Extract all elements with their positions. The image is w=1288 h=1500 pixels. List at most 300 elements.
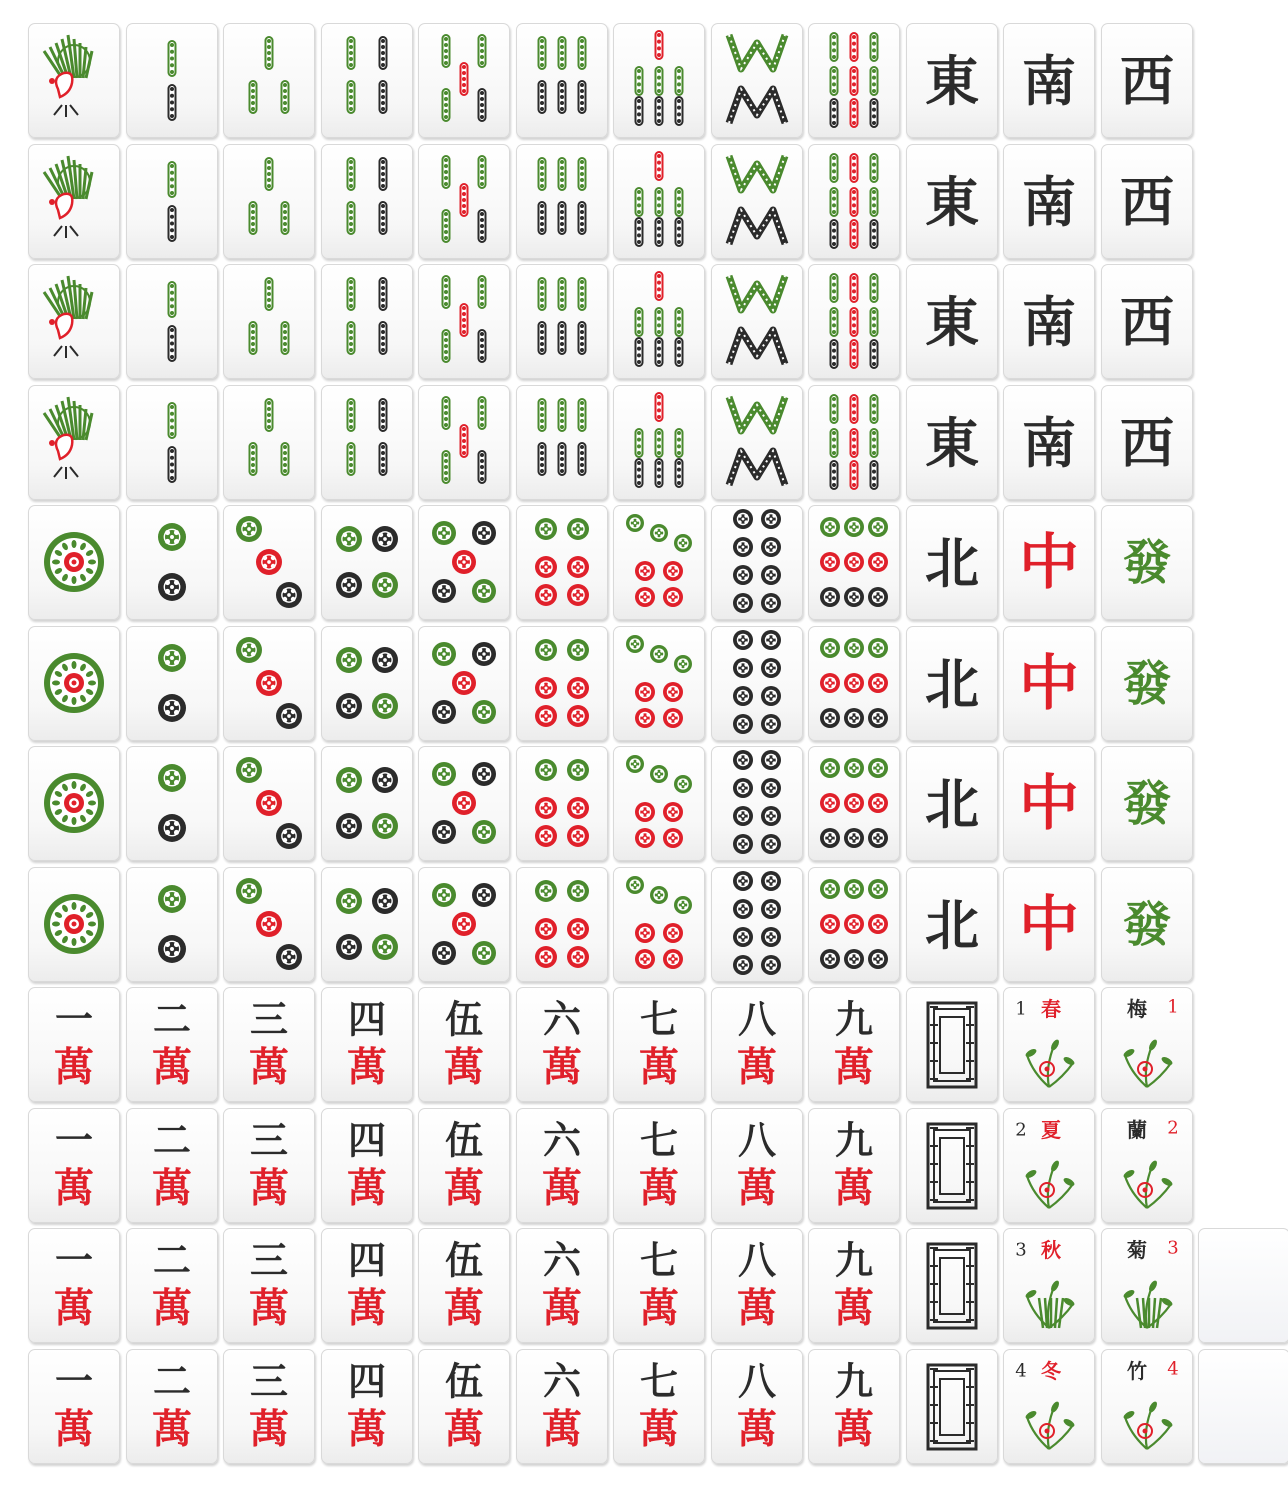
- tile-crak-5[interactable]: [418, 1228, 510, 1343]
- circle-dot: [663, 828, 683, 848]
- circle-dot: [733, 714, 753, 734]
- tile-crak-4[interactable]: [321, 1108, 413, 1223]
- bamboo-stick: [443, 156, 450, 188]
- tile-bam-6[interactable]: [516, 144, 608, 259]
- crak-numeral: 四: [347, 996, 386, 1042]
- bamboo-stick: [831, 220, 838, 248]
- tile-red[interactable]: [1003, 505, 1095, 620]
- tile-dot-1[interactable]: [28, 626, 120, 741]
- circle-dot: [733, 834, 753, 854]
- tile-north[interactable]: [906, 867, 998, 982]
- bamboo-w-pattern: [729, 276, 785, 364]
- circle-dot: [336, 813, 362, 839]
- crak-numeral: 七: [639, 1237, 679, 1283]
- circle-dot: [626, 876, 644, 894]
- tile-dot-3[interactable]: [223, 867, 315, 982]
- tile-crak-1[interactable]: [28, 1108, 120, 1223]
- circle-dot: [674, 534, 692, 552]
- tile-crak-6[interactable]: [516, 1228, 608, 1343]
- tile-bam-4[interactable]: [321, 144, 413, 259]
- tile-crak-4[interactable]: [321, 1349, 413, 1464]
- bamboo-stick: [558, 443, 565, 475]
- tile-crak-1[interactable]: [28, 1228, 120, 1343]
- tile-bam-3[interactable]: [223, 144, 315, 259]
- tile-dot-3[interactable]: [223, 746, 315, 861]
- bamboo-stick: [266, 37, 273, 69]
- tile-north[interactable]: [906, 505, 998, 620]
- tile-blank[interactable]: [1198, 1228, 1288, 1343]
- tile-bam-8[interactable]: [711, 264, 803, 379]
- flower-illustration-icon: [1024, 1038, 1075, 1087]
- tile-crak-4[interactable]: [321, 1228, 413, 1343]
- bamboo-stick: [656, 31, 663, 59]
- tile-bam-1[interactable]: [28, 264, 120, 379]
- tile-bam-3[interactable]: [223, 385, 315, 500]
- tile-south[interactable]: [1003, 264, 1095, 379]
- tile-dot-8[interactable]: [711, 505, 803, 620]
- crak-numeral: 九: [834, 1358, 874, 1403]
- tile-season-2[interactable]: [1003, 1108, 1095, 1223]
- tile-dot-2[interactable]: [126, 626, 218, 741]
- tile-crak-7[interactable]: [613, 1349, 705, 1464]
- tile-bam-1[interactable]: [28, 385, 120, 500]
- bamboo-stick: [168, 85, 175, 120]
- tile-bam-5[interactable]: [418, 144, 510, 259]
- circle-dot: [452, 550, 476, 574]
- tile-green[interactable]: [1101, 505, 1193, 620]
- bamboo-stick: [266, 278, 273, 310]
- tile-east[interactable]: [906, 23, 998, 138]
- circle-dot: [567, 584, 589, 606]
- circle-dot: [372, 572, 398, 598]
- tile-dot-2[interactable]: [126, 746, 218, 861]
- tile-dot-5[interactable]: [418, 626, 510, 741]
- circle-dot: [472, 762, 496, 786]
- circle-dot: [535, 918, 557, 940]
- circle-dot: [761, 565, 781, 585]
- circle-dot: [336, 572, 362, 598]
- tile-dot-4[interactable]: [321, 746, 413, 861]
- tile-crak-2[interactable]: [126, 987, 218, 1102]
- bamboo-stick: [676, 67, 683, 95]
- tile-white[interactable]: [906, 1108, 998, 1223]
- circle-dot: [761, 714, 781, 734]
- wind-character-east: 東: [924, 410, 979, 475]
- tile-south[interactable]: [1003, 144, 1095, 259]
- circle-dot: [844, 758, 864, 778]
- tile-bam-8[interactable]: [711, 385, 803, 500]
- tile-flower-2[interactable]: [1101, 1108, 1193, 1223]
- tile-crak-9[interactable]: [808, 1228, 900, 1343]
- tile-crak-3[interactable]: [223, 1349, 315, 1464]
- tile-bam-7[interactable]: [613, 264, 705, 379]
- tile-bam-3[interactable]: [223, 23, 315, 138]
- tile-crak-3[interactable]: [223, 987, 315, 1102]
- tile-dot-2[interactable]: [126, 505, 218, 620]
- circle-dot: [761, 658, 781, 678]
- tile-crak-7[interactable]: [613, 1228, 705, 1343]
- tile-bam-6[interactable]: [516, 385, 608, 500]
- tile-dot-4[interactable]: [321, 505, 413, 620]
- tile-crak-5[interactable]: [418, 987, 510, 1102]
- tile-crak-5[interactable]: [418, 1108, 510, 1223]
- bamboo-stick: [676, 188, 683, 216]
- wind-character-north: 北: [924, 651, 979, 716]
- bamboo-stick: [656, 308, 663, 336]
- tile-red[interactable]: [1003, 746, 1095, 861]
- tile-bam-6[interactable]: [516, 23, 608, 138]
- crak-numeral: 六: [542, 1358, 581, 1403]
- circle-dot: [663, 802, 683, 822]
- crak-suit-character: 萬: [834, 1164, 874, 1211]
- bamboo-stick: [266, 399, 273, 431]
- tile-bam-9[interactable]: [808, 385, 900, 500]
- circle-dot: [868, 758, 888, 778]
- crak-suit-character: 萬: [346, 1043, 387, 1091]
- tile-flower-1[interactable]: [1101, 987, 1193, 1102]
- crak-suit-character: 萬: [346, 1164, 387, 1211]
- wind-character-west: 西: [1119, 290, 1174, 354]
- crak-suit-character: 萬: [249, 1043, 289, 1091]
- flower-number: 4: [1166, 1358, 1179, 1379]
- bamboo-stick: [831, 188, 838, 216]
- tile-blank[interactable]: [1198, 1349, 1288, 1464]
- tile-crak-5[interactable]: [418, 1349, 510, 1464]
- tile-white[interactable]: [906, 1349, 998, 1464]
- tile-bam-7[interactable]: [613, 144, 705, 259]
- circle-dot: [663, 708, 683, 728]
- tile-dot-3[interactable]: [223, 626, 315, 741]
- bamboo-stick: [347, 158, 354, 190]
- crak-suit-character: 萬: [834, 1043, 874, 1091]
- tile-season-4[interactable]: [1003, 1349, 1095, 1464]
- tile-bam-8[interactable]: [711, 23, 803, 138]
- tile-bam-1[interactable]: [28, 144, 120, 259]
- circle-dot: [761, 955, 781, 975]
- circle-dot: [868, 708, 888, 728]
- tile-red[interactable]: [1003, 626, 1095, 741]
- tile-crak-8[interactable]: [711, 987, 803, 1102]
- white-dragon-frame: [928, 1244, 976, 1328]
- bamboo-stick: [379, 158, 386, 190]
- peacock-icon: [44, 276, 92, 358]
- bamboo-stick: [461, 63, 468, 95]
- tile-bam-7[interactable]: [613, 23, 705, 138]
- tile-west[interactable]: [1101, 144, 1193, 259]
- tile-dot-7[interactable]: [613, 746, 705, 861]
- tile-flower-4[interactable]: [1101, 1349, 1193, 1464]
- tile-bam-9[interactable]: [808, 264, 900, 379]
- crak-suit-character: 萬: [249, 1405, 289, 1452]
- circle-dot: [733, 509, 753, 529]
- tile-crak-9[interactable]: [808, 1349, 900, 1464]
- tile-east[interactable]: [906, 144, 998, 259]
- tile-east[interactable]: [906, 264, 998, 379]
- crak-numeral: 伍: [444, 1358, 484, 1403]
- bamboo-stick: [479, 35, 486, 67]
- tile-dot-9[interactable]: [808, 626, 900, 741]
- bamboo-stick: [871, 308, 878, 336]
- tile-crak-4[interactable]: [321, 987, 413, 1102]
- tile-dot-1[interactable]: [28, 867, 120, 982]
- one-circle-icon: [44, 653, 104, 713]
- bamboo-stick: [871, 461, 878, 489]
- crak-numeral: 九: [834, 1117, 874, 1162]
- bamboo-stick: [871, 188, 878, 216]
- tile-bam-4[interactable]: [321, 264, 413, 379]
- tile-white[interactable]: [906, 1228, 998, 1343]
- crak-suit-character: 萬: [444, 1043, 484, 1091]
- tile-bam-2[interactable]: [126, 385, 218, 500]
- circle-dot: [432, 521, 456, 545]
- circle-dot: [868, 828, 888, 848]
- tile-north[interactable]: [906, 626, 998, 741]
- bamboo-stick: [282, 443, 289, 475]
- bamboo-stick: [676, 338, 683, 366]
- circle-dot: [372, 813, 398, 839]
- circle-dot: [635, 587, 655, 607]
- tile-crak-7[interactable]: [613, 987, 705, 1102]
- bamboo-stick: [831, 461, 838, 489]
- tile-dot-5[interactable]: [418, 746, 510, 861]
- bamboo-stick: [871, 274, 878, 302]
- circle-dot: [635, 802, 655, 822]
- tile-bam-6[interactable]: [516, 264, 608, 379]
- bamboo-stick: [558, 81, 565, 113]
- tile-east[interactable]: [906, 385, 998, 500]
- bamboo-stick: [676, 429, 683, 457]
- one-circle-icon: [44, 894, 104, 954]
- tile-crak-6[interactable]: [516, 987, 608, 1102]
- tile-bam-8[interactable]: [711, 144, 803, 259]
- white-dragon-frame: [928, 1003, 976, 1087]
- tile-crak-1[interactable]: [28, 1349, 120, 1464]
- crak-suit-character: 萬: [54, 1405, 94, 1452]
- bamboo-stick: [871, 340, 878, 368]
- crak-suit-character: 萬: [541, 1284, 582, 1332]
- tile-crak-3[interactable]: [223, 1228, 315, 1343]
- bamboo-stick: [282, 322, 289, 354]
- bamboo-stick: [636, 97, 643, 125]
- tile-south[interactable]: [1003, 385, 1095, 500]
- flower-illustration-icon: [1122, 1279, 1173, 1328]
- circle-dot: [761, 806, 781, 826]
- tile-crak-1[interactable]: [28, 987, 120, 1102]
- tile-dot-8[interactable]: [711, 746, 803, 861]
- season-name: 夏: [1041, 1117, 1061, 1142]
- bamboo-stick: [831, 395, 838, 423]
- tile-dot-5[interactable]: [418, 867, 510, 982]
- bamboo-stick: [558, 278, 565, 310]
- bamboo-stick: [851, 395, 858, 423]
- bamboo-stick: [443, 89, 450, 121]
- bamboo-stick: [578, 37, 585, 69]
- tile-bam-2[interactable]: [126, 23, 218, 138]
- wind-character-south: 南: [1022, 49, 1076, 113]
- green-dragon-character: 發: [1122, 776, 1171, 832]
- crak-suit-character: 萬: [541, 1405, 582, 1452]
- tile-green[interactable]: [1101, 626, 1193, 741]
- circle-dot: [844, 949, 864, 969]
- circle-dot: [868, 638, 888, 658]
- crak-numeral: 三: [249, 1237, 289, 1283]
- tile-bam-1[interactable]: [28, 23, 120, 138]
- crak-numeral: 八: [737, 1358, 776, 1403]
- tile-dot-6[interactable]: [516, 746, 608, 861]
- tile-dot-9[interactable]: [808, 867, 900, 982]
- crak-numeral: 四: [347, 1237, 386, 1283]
- tile-green[interactable]: [1101, 867, 1193, 982]
- flower-name: 菊: [1126, 1238, 1147, 1262]
- one-circle-icon: [44, 773, 104, 833]
- bamboo-stick: [347, 443, 354, 475]
- bamboo-stick: [538, 399, 545, 431]
- tile-north[interactable]: [906, 746, 998, 861]
- tile-bam-2[interactable]: [126, 264, 218, 379]
- circle-dot: [236, 878, 262, 904]
- season-number: 1: [1015, 998, 1027, 1020]
- circle-dot: [567, 759, 589, 781]
- peacock-icon: [44, 156, 92, 238]
- tile-season-1[interactable]: [1003, 987, 1095, 1102]
- circle-dot: [674, 896, 692, 914]
- tile-bam-9[interactable]: [808, 144, 900, 259]
- bamboo-w-pattern: [729, 156, 785, 244]
- tile-dot-8[interactable]: [711, 626, 803, 741]
- tile-dot-6[interactable]: [516, 867, 608, 982]
- crak-numeral: 六: [542, 1237, 581, 1283]
- crak-suit-character: 萬: [541, 1164, 582, 1211]
- tile-white[interactable]: [906, 987, 998, 1102]
- tile-bam-3[interactable]: [223, 264, 315, 379]
- wind-character-north: 北: [924, 531, 979, 595]
- circle-dot: [372, 934, 398, 960]
- tile-dot-7[interactable]: [613, 867, 705, 982]
- circle-dot: [733, 686, 753, 706]
- bamboo-stick: [379, 202, 386, 234]
- circle-dot: [336, 934, 362, 960]
- tile-west[interactable]: [1101, 385, 1193, 500]
- bamboo-stick: [443, 397, 450, 429]
- circle-dot: [674, 655, 692, 673]
- bamboo-stick: [168, 403, 175, 438]
- circle-dot: [432, 941, 456, 965]
- crak-suit-character: 萬: [346, 1284, 387, 1332]
- circle-dot: [256, 549, 282, 575]
- circle-dot: [256, 670, 282, 696]
- tile-dot-8[interactable]: [711, 867, 803, 982]
- circle-dot: [567, 797, 589, 819]
- bamboo-stick: [168, 206, 175, 241]
- tile-crak-8[interactable]: [711, 1349, 803, 1464]
- tile-crak-6[interactable]: [516, 1349, 608, 1464]
- tile-red[interactable]: [1003, 867, 1095, 982]
- tile-dot-7[interactable]: [613, 626, 705, 741]
- crak-numeral: 一: [54, 1117, 94, 1162]
- tile-west[interactable]: [1101, 23, 1193, 138]
- one-circle-icon: [44, 532, 104, 592]
- bamboo-stick: [479, 156, 486, 188]
- tile-dot-1[interactable]: [28, 746, 120, 861]
- tile-dot-6[interactable]: [516, 505, 608, 620]
- bamboo-stick: [851, 99, 858, 127]
- tile-crak-2[interactable]: [126, 1228, 218, 1343]
- tile-dot-7[interactable]: [613, 505, 705, 620]
- circle-dot: [372, 693, 398, 719]
- tile-bam-5[interactable]: [418, 385, 510, 500]
- red-dragon-character: 中: [1019, 889, 1079, 960]
- circle-dot: [626, 635, 644, 653]
- flower-number: 2: [1166, 1117, 1179, 1138]
- bamboo-stick: [831, 308, 838, 336]
- bamboo-stick: [851, 67, 858, 95]
- tile-crak-6[interactable]: [516, 1108, 608, 1223]
- bamboo-stick: [636, 429, 643, 457]
- tile-dot-4[interactable]: [321, 867, 413, 982]
- bamboo-stick: [558, 322, 565, 354]
- tile-crak-2[interactable]: [126, 1108, 218, 1223]
- tile-bam-7[interactable]: [613, 385, 705, 500]
- crak-numeral: 六: [542, 996, 581, 1042]
- circle-dot: [844, 828, 864, 848]
- circle-dot: [635, 828, 655, 848]
- crak-numeral: 二: [152, 996, 191, 1042]
- tile-dot-9[interactable]: [808, 505, 900, 620]
- bamboo-stick: [851, 220, 858, 248]
- tile-green[interactable]: [1101, 746, 1193, 861]
- tile-bam-5[interactable]: [418, 264, 510, 379]
- bamboo-stick: [479, 451, 486, 483]
- tile-crak-9[interactable]: [808, 987, 900, 1102]
- bamboo-stick: [656, 459, 663, 487]
- tile-bam-5[interactable]: [418, 23, 510, 138]
- tile-dot-6[interactable]: [516, 626, 608, 741]
- circle-dot: [276, 582, 302, 608]
- circle-dot: [733, 537, 753, 557]
- tile-dot-2[interactable]: [126, 867, 218, 982]
- circle-dot: [472, 883, 496, 907]
- bamboo-stick: [851, 33, 858, 61]
- tile-south[interactable]: [1003, 23, 1095, 138]
- circle-dot: [567, 677, 589, 699]
- tile-dot-9[interactable]: [808, 746, 900, 861]
- tile-dot-5[interactable]: [418, 505, 510, 620]
- tile-crak-2[interactable]: [126, 1349, 218, 1464]
- tile-dot-1[interactable]: [28, 505, 120, 620]
- tile-crak-9[interactable]: [808, 1108, 900, 1223]
- bamboo-stick: [443, 451, 450, 483]
- wind-character-north: 北: [924, 772, 979, 836]
- circle-dot: [820, 758, 840, 778]
- tile-west[interactable]: [1101, 264, 1193, 379]
- circle-dot: [372, 647, 398, 673]
- tile-dot-4[interactable]: [321, 626, 413, 741]
- tile-crak-8[interactable]: [711, 1228, 803, 1343]
- circle-dot: [535, 518, 557, 540]
- tile-bam-4[interactable]: [321, 385, 413, 500]
- circle-dot: [158, 644, 186, 672]
- tile-bam-9[interactable]: [808, 23, 900, 138]
- crak-numeral: 八: [737, 1237, 776, 1283]
- tile-flower-3[interactable]: [1101, 1228, 1193, 1343]
- tile-dot-3[interactable]: [223, 505, 315, 620]
- tile-bam-2[interactable]: [126, 144, 218, 259]
- tile-season-3[interactable]: [1003, 1228, 1095, 1343]
- tile-bam-4[interactable]: [321, 23, 413, 138]
- tile-crak-7[interactable]: [613, 1108, 705, 1223]
- tile-crak-8[interactable]: [711, 1108, 803, 1223]
- tile-crak-3[interactable]: [223, 1108, 315, 1223]
